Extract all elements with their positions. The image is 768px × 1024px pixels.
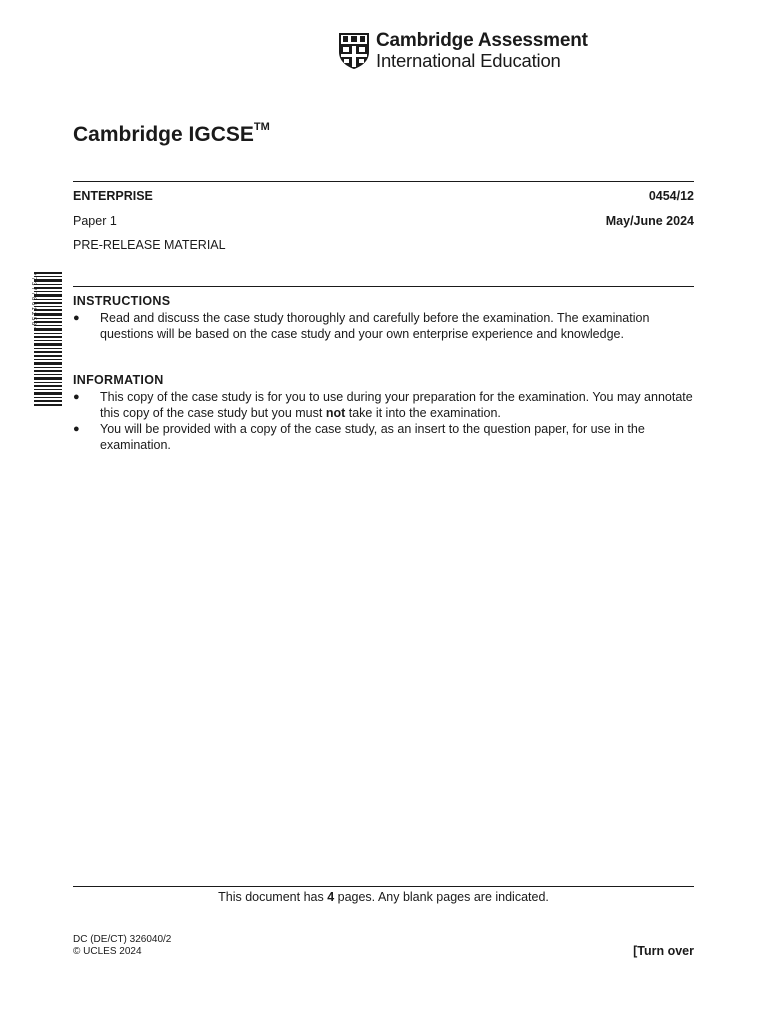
subject-label: ENTERPRISE: [73, 189, 153, 203]
logo-line-1: Cambridge Assessment: [376, 30, 588, 51]
bullet-icon: ●: [73, 391, 80, 403]
cambridge-logo: [338, 32, 588, 70]
instruction-item: [73, 310, 694, 342]
document-reference: DC (DE/CT) 326040/2: [73, 934, 172, 945]
turn-over-label: [Turn over: [633, 944, 694, 958]
qualification-title: [73, 123, 270, 147]
information-item: [73, 421, 694, 453]
bullet-icon: ●: [73, 423, 80, 435]
qualification-name: Cambridge IGCSE: [73, 123, 254, 146]
syllabus-code: 0454/12: [648, 189, 694, 203]
page-count: 4: [327, 890, 335, 904]
page-count-note: This document has 4 pages. Any blank pages are indicated.: [218, 890, 549, 904]
header-top-rule: [73, 181, 694, 182]
emphasis-not: not: [325, 406, 346, 420]
cambridge-shield-icon: [338, 32, 370, 70]
material-label: PRE-RELEASE MATERIAL: [73, 238, 226, 252]
information-text-2: You will be provided with a copy of the case study, as an insert to the question paper, for use in the examination.: [100, 422, 645, 452]
information-heading: INFORMATION: [73, 373, 164, 387]
bullet-icon: ●: [73, 312, 80, 324]
instructions-heading: INSTRUCTIONS: [73, 294, 171, 308]
instruction-text: Read and discuss the case study thoroughly and carefully before the examination. The examination questions will be based on the case study and your own enterprise experience and knowledge.: [100, 311, 650, 341]
session-label: May/June 2024: [605, 214, 694, 228]
header-bottom-rule: [73, 286, 694, 287]
barcode: [30, 272, 62, 406]
copyright-notice: © UCLES 2024: [73, 946, 142, 957]
trademark-symbol: TM: [253, 121, 270, 133]
footer-rule: [73, 886, 694, 887]
logo-line-2: International Education: [376, 50, 561, 71]
paper-label: Paper 1: [73, 214, 117, 228]
information-text-1: This copy of the case study is for you to use during your preparation for the examination. You may annotate this copy of the case study but you must not take it into the examination.: [100, 390, 693, 420]
barcode-digits: * 7 3 7 7 8 6 1 2 5 8 *: [30, 273, 36, 330]
information-item: [73, 389, 694, 421]
